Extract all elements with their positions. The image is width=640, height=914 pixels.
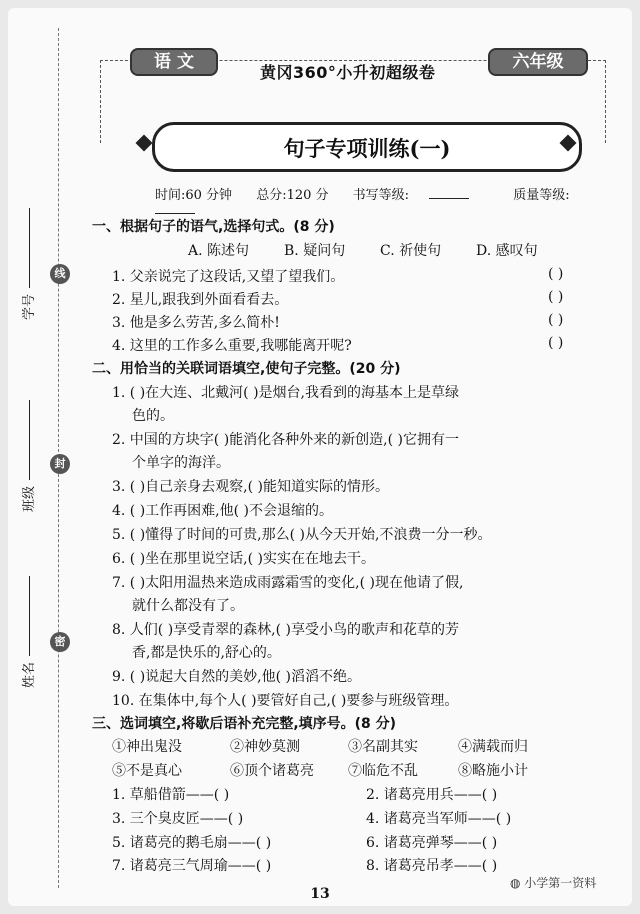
s2-line-5: 5. ( )懂得了时间的可贵,那么( )从今天开始,不浪费一分一秒。	[112, 527, 492, 543]
section-3-title: 三、选词填空,将歇后语补充完整,填序号。(8 分)	[92, 716, 397, 732]
choice-2: ②神妙莫测	[230, 739, 300, 755]
title-banner	[152, 122, 582, 172]
watermark: ◍ 小学第一资料	[510, 876, 597, 890]
class-field: 班级	[18, 400, 37, 512]
s3-item-1: 1. 草船借箭——( )	[112, 787, 230, 803]
quality-grade: 质量等级:	[155, 188, 590, 218]
s3-item-6: 6. 诸葛亮弹琴——( )	[366, 835, 498, 851]
option-b: B. 疑问句	[284, 243, 346, 259]
time-limit: 时间:60 分钟	[155, 188, 233, 203]
wechat-icon: ◍	[510, 876, 525, 890]
s2-line-4: 4. ( )工作再困难,他( )不会退缩的。	[112, 503, 334, 519]
worksheet-page	[8, 8, 632, 906]
s2-line-1: 1. ( )在大连、北戴河( )是烟台,我看到的海基本上是草绿	[112, 385, 460, 401]
student-id-field: 学号	[18, 208, 37, 320]
s3-item-4: 4. 诸葛亮当军师——( )	[366, 811, 512, 827]
total-score: 总分:120 分	[256, 188, 329, 203]
choice-5: ⑤不是真心	[112, 763, 182, 779]
s2-line-3: 3. ( )自己亲身去观察,( )能知道实际的情形。	[112, 479, 390, 495]
s3-item-3: 3. 三个臭皮匠——( )	[112, 811, 244, 827]
page-number: 13	[310, 886, 330, 902]
s2-line-1b: 色的。	[132, 408, 174, 424]
grade-badge: 六年级	[488, 48, 588, 76]
option-c: C. 祈使句	[380, 243, 442, 259]
choice-7: ⑦临危不乱	[348, 763, 418, 779]
choice-4: ④满载而归	[458, 739, 528, 755]
s1-item-1: 1. 父亲说完了这段话,又望了望我们。	[112, 269, 345, 285]
choice-6: ⑥顶个诸葛亮	[230, 763, 314, 779]
s1-answer-1[interactable]: ( )	[548, 266, 564, 282]
option-a: A. 陈述句	[188, 243, 250, 259]
s1-item-4: 4. 这里的工作多么重要,我哪能离开呢?	[112, 338, 352, 354]
worksheet-title: 句子专项训练(一)	[283, 136, 451, 161]
s2-line-7b: 就什么都没有了。	[132, 598, 244, 614]
s2-line-6: 6. ( )坐在那里说空话,( )实实在在地去干。	[112, 551, 376, 567]
seal-mi: 密	[50, 632, 70, 652]
section-2-title: 二、用恰当的关联词语填空,使句子完整。(20 分)	[92, 361, 401, 377]
subject-badge: 语 文	[130, 48, 218, 76]
seal-xian: 线	[50, 264, 70, 284]
s1-item-2: 2. 星儿,跟我到外面看看去。	[112, 292, 289, 308]
s3-item-2: 2. 诸葛亮用兵——( )	[366, 787, 498, 803]
writing-grade: 书写等级:	[353, 188, 489, 203]
s2-line-9: 9. ( )说起大自然的美妙,他( )滔滔不绝。	[112, 669, 362, 685]
s3-item-8: 8. 诸葛亮吊孝——( )	[366, 858, 498, 874]
choice-3: ③名副其实	[348, 739, 418, 755]
s2-line-8: 8. 人们( )享受青翠的森林,( )享受小鸟的歌声和花草的芳	[112, 622, 460, 638]
series-title: 黄冈360°小升初超级卷	[260, 63, 436, 82]
seal-feng: 封	[50, 454, 70, 474]
s2-line-2b: 个单字的海洋。	[132, 455, 230, 471]
s2-line-10: 10. 在集体中,每个人( )要管好自己,( )要参与班级管理。	[112, 693, 459, 709]
s1-answer-4[interactable]: ( )	[548, 335, 564, 351]
s3-item-5: 5. 诸葛亮的鹅毛扇——( )	[112, 835, 272, 851]
option-d: D. 感叹句	[476, 243, 538, 259]
s2-line-8b: 香,都是快乐的,舒心的。	[132, 645, 281, 661]
s1-answer-2[interactable]: ( )	[548, 289, 564, 305]
choice-8: ⑧略施小计	[458, 763, 528, 779]
s2-line-7: 7. ( )太阳用温热来造成雨露霜雪的变化,( )现在他请了假,	[112, 575, 464, 591]
s1-answer-3[interactable]: ( )	[548, 312, 564, 328]
s1-item-3: 3. 他是多么劳苦,多么简朴!	[112, 315, 280, 331]
name-field: 姓名	[18, 576, 37, 688]
s3-item-7: 7. 诸葛亮三气周瑜——( )	[112, 858, 272, 874]
choice-1: ①神出鬼没	[112, 739, 182, 755]
exam-meta	[155, 184, 632, 218]
section-1-title: 一、根据句子的语气,选择句式。(8 分)	[92, 219, 335, 235]
s2-line-2: 2. 中国的方块字( )能消化各种外来的新创造,( )它拥有一	[112, 432, 460, 448]
